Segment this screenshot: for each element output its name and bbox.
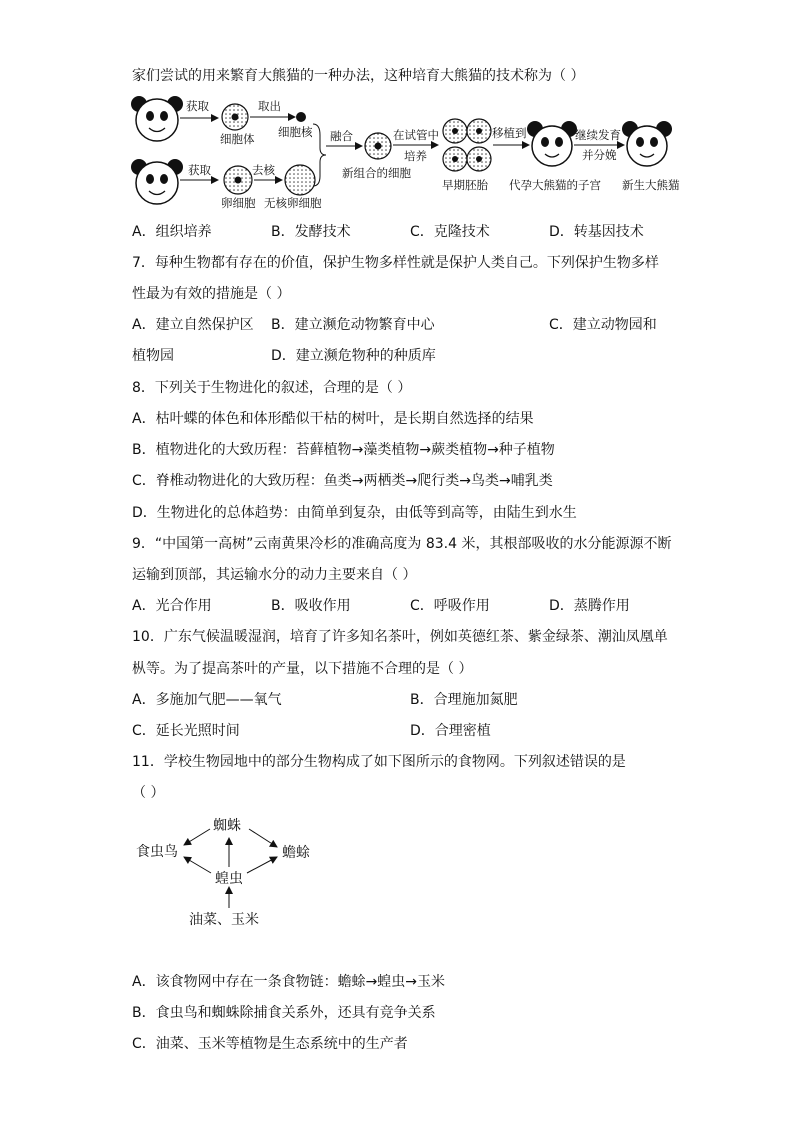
panda-face-icon — [622, 121, 672, 166]
fig-label-body-cell: 细胞体 — [220, 132, 255, 146]
q7-option-a: A．建立自然保护区 — [132, 317, 254, 333]
q7-stem-line1: 7．每种生物都有存在的价值，保护生物多样性就是保护人类自己。下列保护生物多样 — [132, 255, 659, 271]
food-web-spider: 蜘蛛 — [213, 818, 241, 834]
fig-label-transfer: 移植到 — [492, 126, 527, 140]
nucleus-icon — [296, 112, 306, 122]
q6-option-d: D．转基因技术 — [549, 224, 644, 240]
q9-option-d: D．蒸腾作用 — [549, 598, 630, 614]
q10-option-a: A．多施加气肥——氧气 — [132, 692, 282, 708]
q10-option-b: B．合理施加氮肥 — [410, 692, 518, 708]
q10-option-d: D．合理密植 — [410, 723, 491, 739]
q10-option-c: C．延长光照时间 — [132, 723, 240, 739]
q9-option-b: B．吸收作用 — [271, 598, 351, 614]
q11-option-b: B．食虫鸟和蜘蛛除捕食关系外，还具有竞争关系 — [132, 1005, 436, 1021]
fig-label-newborn: 新生大熊猫 — [622, 178, 680, 192]
fig-label-new-cell: 新组合的细胞 — [342, 166, 411, 180]
q11-option-c: C．油菜、玉米等植物是生态系统中的生产者 — [132, 1036, 408, 1052]
cloning-figure — [0, 90, 794, 220]
q10-stem-line1: 10．广东气候温暖湿润，培育了许多知名茶叶，例如英德红茶、紫金绿茶、潮汕凤凰单 — [132, 629, 668, 645]
fig-label-nucleus: 细胞核 — [278, 125, 313, 139]
q9-stem-line1: 9．“中国第一高树”云南黄果冷杉的准确高度为 83.4 米，其根部吸收的水分能源源不断 — [132, 536, 672, 552]
q9-stem-line2: 运输到顶部，其运输水分的动力主要来自（ ） — [132, 567, 417, 583]
food-web-diagram — [0, 810, 794, 940]
q7-option-b: B．建立濒危动物繁育中心 — [271, 317, 435, 333]
panda-face-icon — [527, 121, 577, 166]
q8-option-c: C．脊椎动物进化的大致历程：鱼类→两栖类→爬行类→鸟类→哺乳类 — [132, 473, 553, 489]
fig-label-continue: 继续发育 — [575, 128, 621, 142]
food-web-toad: 蟾蜍 — [282, 845, 310, 861]
q11-stem-line1: 11．学校生物园地中的部分生物构成了如下图所示的食物网。下列叙述错误的是 — [132, 754, 626, 770]
q8-stem: 8．下列关于生物进化的叙述，合理的是（ ） — [132, 380, 412, 396]
q9-option-a: A．光合作用 — [132, 598, 212, 614]
q6-option-c: C．克隆技术 — [410, 224, 490, 240]
q7-option-d: D．建立濒危物种的种质库 — [271, 348, 436, 364]
enucleated-egg-icon — [285, 165, 315, 195]
q7-option-c-cont: 植物园 — [132, 348, 174, 364]
egg-cell-icon — [224, 166, 252, 194]
fig-label-get1: 获取 — [186, 99, 209, 113]
fig-label-surrogate: 代孕大熊猫的子宫 — [509, 178, 601, 192]
q8-option-a: A．枯叶蝶的体色和体形酷似干枯的树叶，是长期自然选择的结果 — [132, 411, 534, 427]
q7-stem-line2: 性最为有效的措施是（ ） — [132, 286, 291, 302]
fig-label-take-out: 取出 — [258, 99, 281, 113]
q7-option-c: C．建立动物园和 — [549, 317, 657, 333]
fig-label-early-embryo: 早期胚胎 — [442, 178, 488, 192]
q6-option-a: A．组织培养 — [132, 224, 212, 240]
panda-face-icon — [131, 96, 183, 141]
food-web-bird: 食虫鸟 — [136, 844, 178, 860]
fig-label-birth: 并分娩 — [582, 148, 617, 162]
q6-option-b: B．发酵技术 — [271, 224, 351, 240]
fig-label-culture: 培养 — [404, 149, 427, 163]
early-embryo-icon — [443, 119, 491, 171]
fig-label-get2: 获取 — [188, 163, 211, 177]
food-web-locust: 蝗虫 — [215, 871, 243, 887]
fig-label-no-nucleus-egg: 无核卵细胞 — [264, 196, 322, 210]
fig-label-egg: 卵细胞 — [221, 196, 256, 210]
food-web-plants: 油菜、玉米 — [189, 912, 259, 928]
panda-face-icon — [131, 159, 183, 204]
q9-option-c: C．呼吸作用 — [410, 598, 490, 614]
fig-label-in-tube: 在试管中 — [393, 128, 439, 142]
q6-stem: 家们尝试的用来繁育大熊猫的一种办法，这种培育大熊猫的技术称为（ ） — [132, 68, 585, 84]
q11-option-a: A．该食物网中存在一条食物链：蟾蜍→蝗虫→玉米 — [132, 974, 446, 990]
q10-stem-line2: 枞等。为了提高茶叶的产量，以下措施不合理的是（ ） — [132, 661, 473, 677]
body-cell-icon — [222, 104, 248, 130]
q8-option-b: B．植物进化的大致历程：苔藓植物→藻类植物→蕨类植物→种子植物 — [132, 442, 555, 458]
q11-stem-line2: （ ） — [132, 785, 165, 801]
q8-option-d: D．生物进化的总体趋势：由简单到复杂，由低等到高等，由陆生到水生 — [132, 505, 577, 521]
fig-label-enucleate: 去核 — [252, 163, 275, 177]
fig-label-fuse: 融合 — [330, 129, 353, 143]
new-cell-icon — [365, 133, 391, 159]
